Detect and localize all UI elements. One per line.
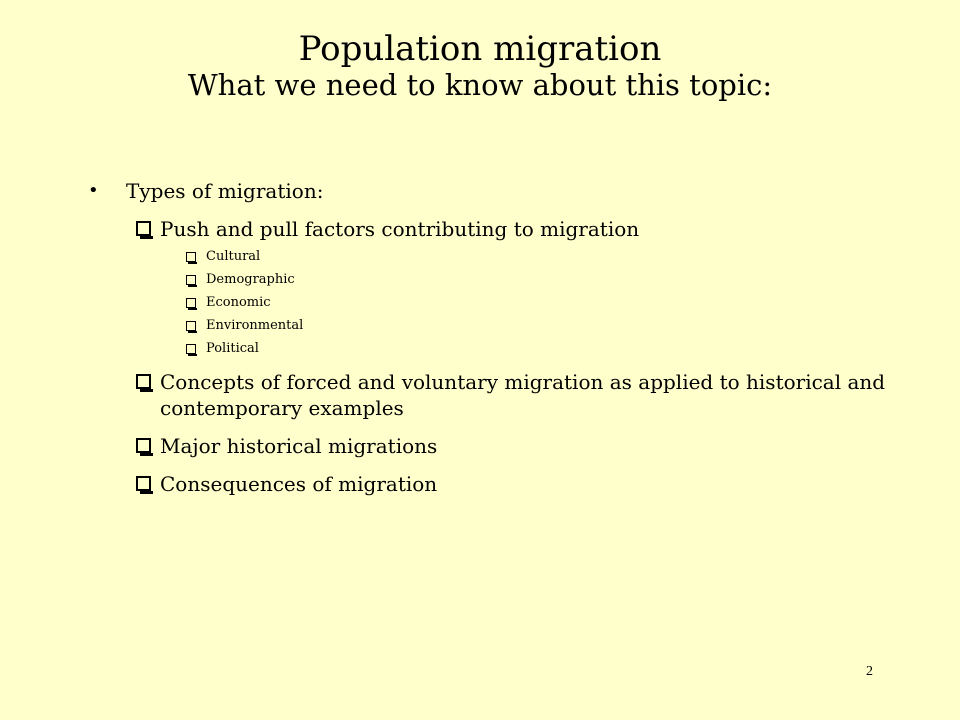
factor-text: Demographic [206,272,295,287]
list-item-text: Push and pull factors contributing to migration [160,217,640,241]
factor-item-environmental [186,318,888,334]
title-subtitle: What we need to know about this topic: [187,68,773,103]
checkbox-icon [186,298,196,308]
factor-list [88,249,888,357]
bullet-text: Types of migration: [126,179,324,203]
list-item-push-pull [136,216,888,242]
factor-item-economic [186,295,888,311]
bullet-icon: • [88,180,99,201]
factor-item-demographic [186,272,888,288]
page-number: 2 [866,664,873,679]
factor-text: Environmental [206,318,304,333]
slide-title [0,30,960,102]
list-item-text: Concepts of forced and voluntary migration as applied to historical and contemporary examples [160,370,886,420]
list-item-forced-voluntary [136,369,888,421]
factor-text: Political [206,341,259,356]
checkbox-icon [136,374,151,389]
list-item-historical-migrations [136,433,888,459]
title-main: Population migration [298,29,662,69]
checkbox-icon [136,221,151,236]
factor-text: Cultural [206,249,261,264]
slide-content [88,178,888,497]
factor-text: Economic [206,295,271,310]
checkbox-icon [136,438,151,453]
checkbox-icon [186,344,196,354]
checkbox-icon [186,321,196,331]
list-item-text: Major historical migrations [160,434,438,458]
checkbox-icon [136,476,151,491]
factor-item-political [186,341,888,357]
list-item-text: Consequences of migration [160,472,438,496]
bullet-item-types [88,178,888,204]
list-item-consequences [136,471,888,497]
checkbox-icon [186,252,196,262]
checkbox-icon [186,275,196,285]
factor-item-cultural [186,249,888,265]
